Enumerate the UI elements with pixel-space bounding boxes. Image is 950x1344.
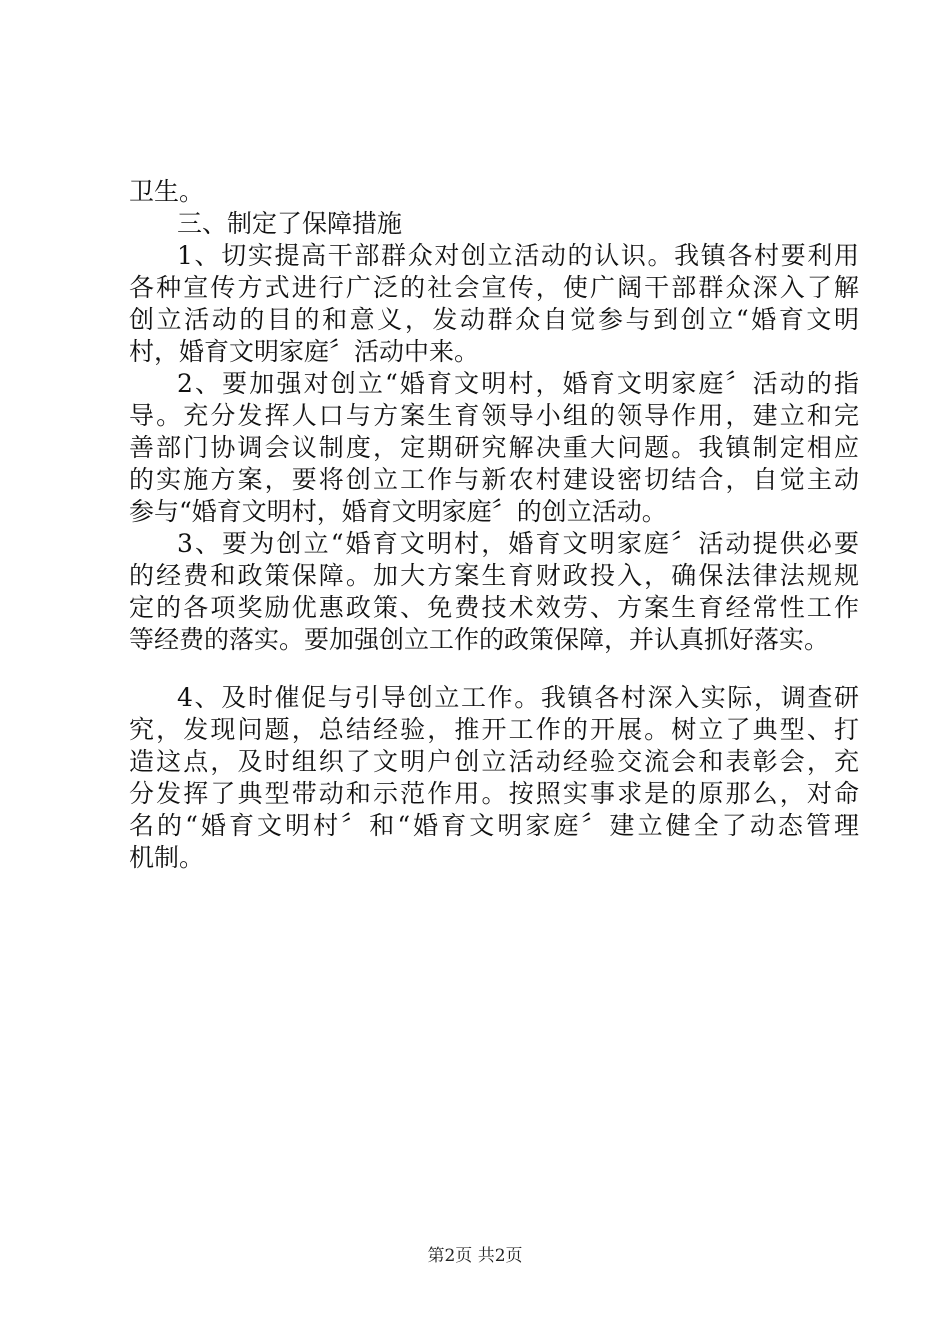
text-line: 村，婚育文明家庭〞活动中来。 <box>129 337 480 366</box>
text-line: 参与“婚育文明村，婚育文明家庭〞的创立活动。 <box>129 497 667 526</box>
text-line: 2、要加强对创立“婚育文明村，婚育文明家庭〞活动的指 <box>177 369 859 398</box>
text-line: 造这点，及时组织了文明户创立活动经验交流会和表彰会，充 <box>129 747 859 776</box>
text-line: 究，发现问题，总结经验，推开工作的开展。树立了典型、打 <box>129 715 859 744</box>
text-line: 的实施方案，要将创立工作与新农村建设密切结合，自觉主动 <box>129 465 859 494</box>
text-line: 的经费和政策保障。加大方案生育财政投入，确保法律法规规 <box>129 561 859 590</box>
text-line: 导。充分发挥人口与方案生育领导小组的领导作用，建立和完 <box>129 401 859 430</box>
text-line: 善部门协调会议制度，定期研究解决重大问题。我镇制定相应 <box>129 433 859 462</box>
text-line: 等经费的落实。要加强创立工作的政策保障，并认真抓好落实。 <box>129 625 830 654</box>
text-line: 分发挥了典型带动和示范作用。按照实事求是的原那么，对命 <box>129 779 859 808</box>
text-line: 卫生。 <box>129 177 205 206</box>
text-line: 创立活动的目的和意义，发动群众自觉参与到创立“婚育文明 <box>129 305 859 334</box>
text-line: 1、切实提高干部群众对创立活动的认识。我镇各村要利用 <box>177 241 859 270</box>
text-line: 定的各项奖励优惠政策、免费技术效劳、方案生育经常性工作 <box>129 593 859 622</box>
text-line: 4、及时催促与引导创立工作。我镇各村深入实际，调查研 <box>177 683 859 712</box>
text-line: 机制。 <box>129 843 205 872</box>
text-line: 各种宣传方式进行广泛的社会宣传，使广阔干部群众深入了解 <box>129 273 859 302</box>
page-number-footer: 第2页 共2页 <box>427 1246 523 1266</box>
text-line: 名的“婚育文明村〞和“婚育文明家庭〞建立健全了动态管理 <box>129 811 859 840</box>
text-line: 3、要为创立“婚育文明村，婚育文明家庭〞活动提供必要 <box>177 529 859 558</box>
section-heading: 三、制定了保障措施 <box>177 209 403 238</box>
